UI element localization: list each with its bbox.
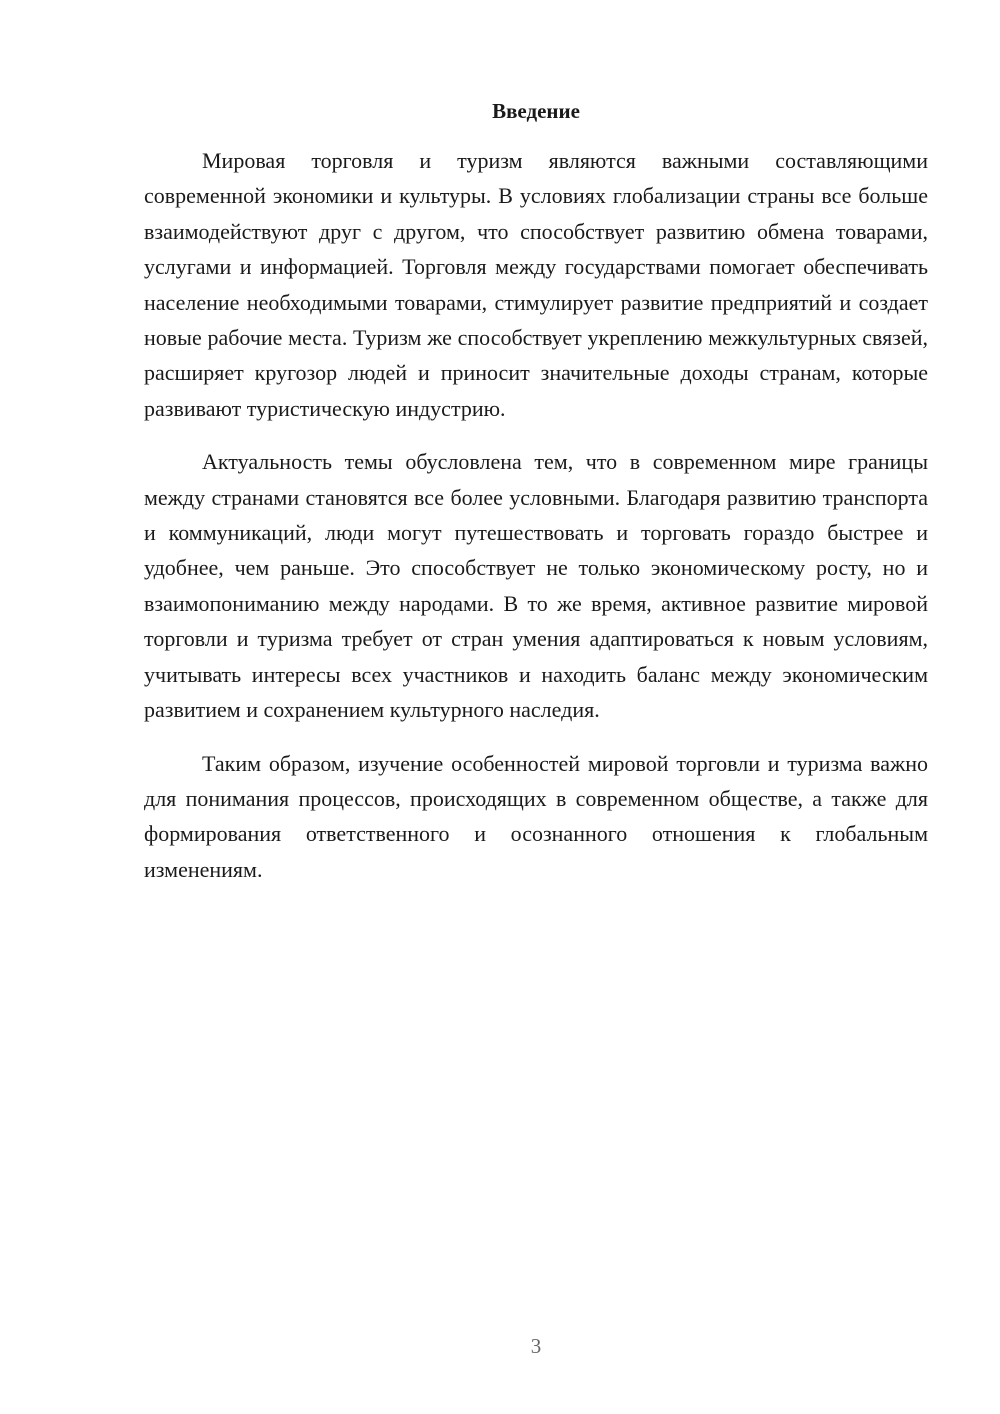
- paragraph-3: Таким образом, изучение особенностей мировой торговли и туризма важно для понимания процессов, происходящих в современном обществе, а также для формирования ответственного и осознанного отношения к глобальным изменениям.: [144, 750, 928, 882]
- section-title: Введение: [492, 99, 580, 123]
- paragraph-2: Актуальность темы обусловлена тем, что в современном мире границы между странами становятся все более условными. Благодаря развитию транспорта и коммуникаций, люди могут путешествовать и торговать гораздо быстрее и удобнее, чем раньше. Это способствует не только экономическому росту, но и взаимопониманию между народами. В то же время, активное развитие мировой торговли и туризма требует от стран умения адаптироваться к новым условиям, учитывать интересы всех участников и находить баланс между экономическим развитием и сохранением культурного наследия.: [144, 449, 928, 723]
- body-text: [144, 143, 928, 905]
- paragraph-1: Мировая торговля и туризм являются важными составляющими современной экономики и культуры. В условиях глобализации страны все больше взаимодействуют друг с другом, что способствует развитию обмена товарами, услугами и информацией. Торговля между государствами помогает обеспечивать население необходимыми товарами, стимулирует развитие предприятий и создает новые рабочие места. Туризм же способствует укреплению межкультурных связей, расширяет кругозор людей и приносит значительные доходы странам, которые развивают туристическую индустрию.: [144, 148, 928, 421]
- page-number: 3: [530, 1334, 542, 1358]
